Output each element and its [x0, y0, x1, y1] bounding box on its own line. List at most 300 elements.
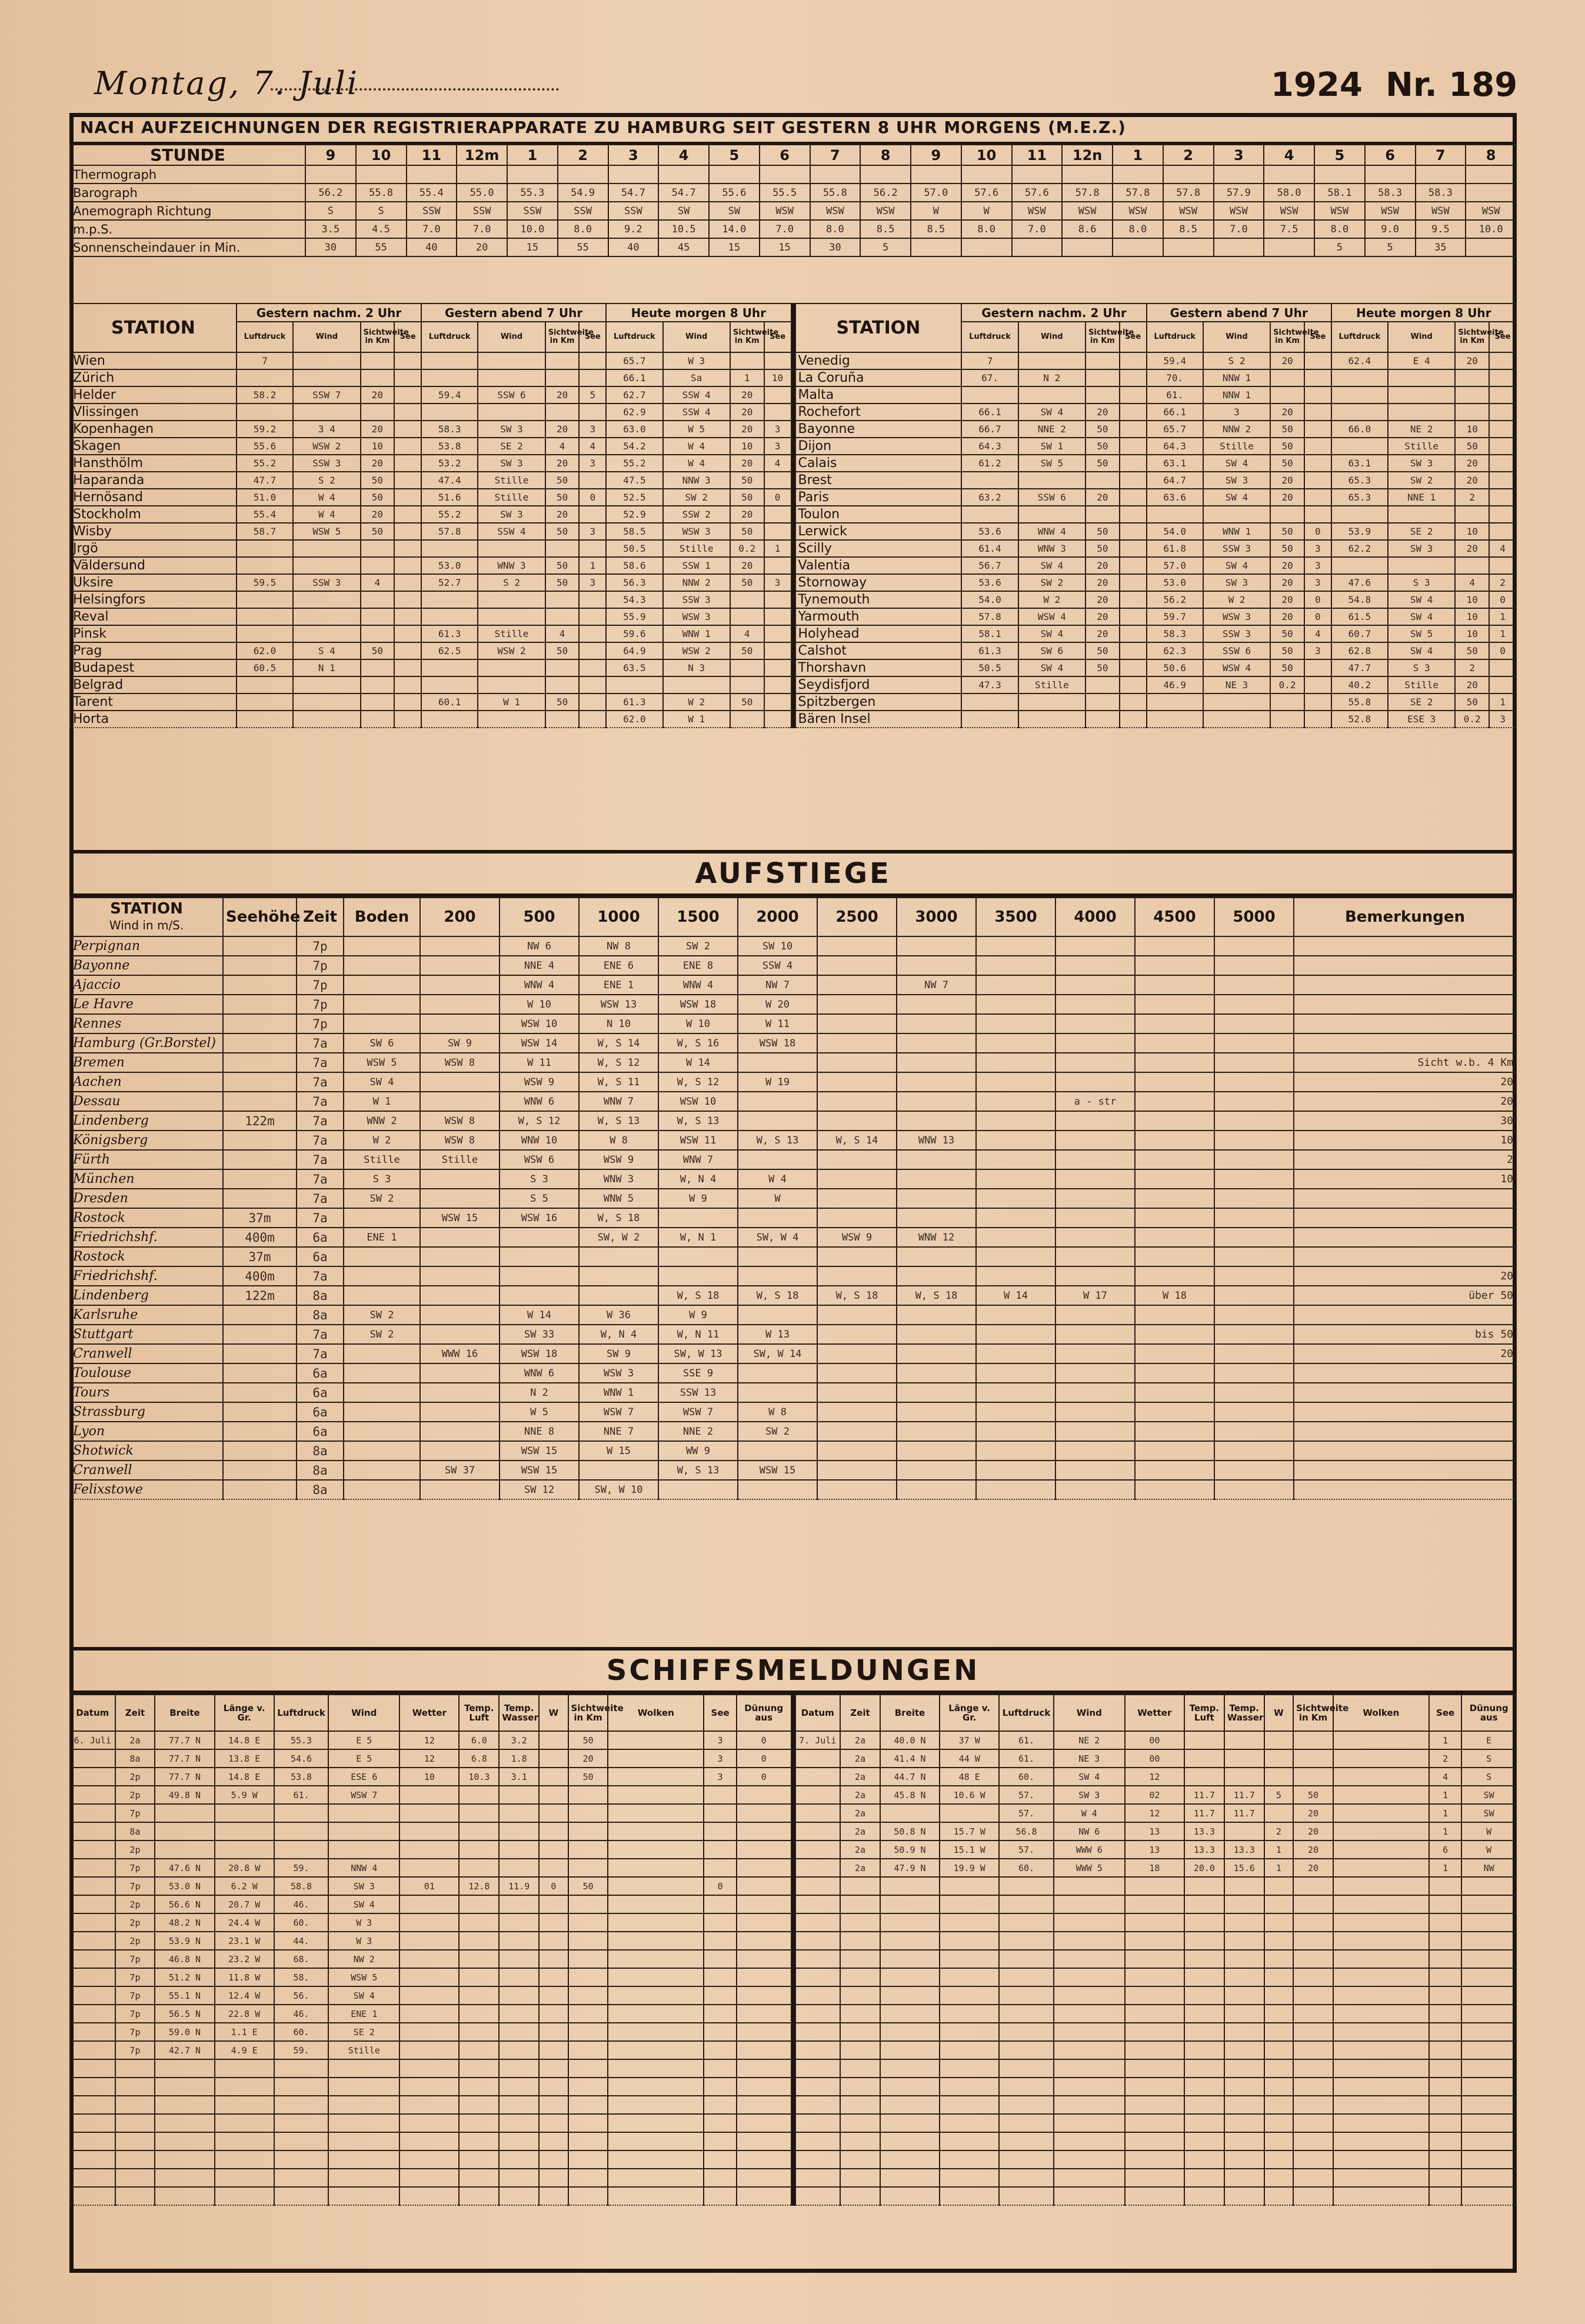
- aufstieg-wind: [344, 1402, 420, 1422]
- aufstieg-wind: [1214, 1266, 1294, 1286]
- station-value: 58.5: [606, 523, 662, 540]
- ship-empty-cell: [1293, 2005, 1333, 2023]
- ship-value: [499, 2041, 539, 2059]
- ship-value: [795, 1859, 841, 1877]
- ship-empty-cell: [274, 2132, 329, 2150]
- station-value: 59.4: [421, 386, 478, 404]
- aufstieg-wind: [1055, 1014, 1135, 1033]
- altitude-header: 200: [420, 898, 500, 936]
- ship-col-header: Datum: [795, 1695, 841, 1731]
- ship-empty-cell: [1184, 1913, 1224, 1932]
- ship-value: [399, 1986, 459, 2005]
- ship-value: 1: [1429, 1859, 1462, 1877]
- station-value: Stille: [1018, 676, 1085, 693]
- station-value: 64.9: [606, 642, 662, 659]
- ship-empty-cell: [539, 2132, 568, 2150]
- aufstieg-wind: WSW 16: [500, 1208, 579, 1228]
- ship-empty-cell: [840, 2041, 880, 2059]
- station-value: [730, 711, 764, 728]
- station-value: [579, 506, 606, 523]
- ship-value: 2: [1264, 1822, 1293, 1840]
- ship-value: 7p: [115, 1804, 155, 1822]
- aufstieg-wind: [344, 1014, 420, 1033]
- ship-empty-cell: [704, 2187, 737, 2205]
- aufstieg-wind: W 5: [500, 1402, 579, 1422]
- station-value: [361, 625, 395, 642]
- station-value: 20: [1270, 472, 1304, 489]
- ship-value: 3.1: [499, 1768, 539, 1786]
- subcol-header: Sichtweite in Km: [1085, 322, 1120, 352]
- ship-value: [608, 1913, 704, 1932]
- station-value: [1120, 676, 1147, 693]
- station-value: [730, 608, 764, 625]
- ship-empty-cell: [1333, 2169, 1429, 2187]
- station-value: [1085, 676, 1120, 693]
- ship-empty-cell: [1293, 2187, 1333, 2205]
- aufstieg-wind: WSW 10: [658, 1092, 738, 1111]
- aufstieg-wind: [976, 1461, 1055, 1480]
- altitude-header: Seehöhe: [223, 898, 297, 936]
- recorder-value: [1113, 165, 1163, 184]
- station-value: 0: [579, 489, 606, 506]
- ship-empty-cell: [1054, 2005, 1125, 2023]
- station-value: 50: [1455, 438, 1489, 455]
- hour-header: 2: [1163, 145, 1214, 165]
- aufstieg-wind: [738, 1480, 817, 1499]
- aufstieg-wind: [500, 1286, 579, 1305]
- station-value: [1018, 386, 1085, 404]
- recorder-value: S: [356, 202, 407, 220]
- aufstieg-wind: [1055, 1325, 1135, 1344]
- ship-empty-cell: [999, 2150, 1054, 2169]
- recorder-value: 57.8: [1062, 184, 1113, 202]
- ship-value: [70, 1859, 115, 1877]
- aufstieg-station: Tours: [70, 1383, 223, 1402]
- aufstieg-wind: [976, 1247, 1055, 1266]
- station-value: 62.8: [1331, 642, 1388, 659]
- station-value: 59.5: [237, 574, 293, 591]
- station-value: [1304, 438, 1331, 455]
- ship-value: 19.9 W: [940, 1859, 999, 1877]
- ship-empty-cell: [608, 2132, 704, 2150]
- ship-value: [568, 2023, 608, 2041]
- recorder-value: 55.3: [507, 184, 558, 202]
- ship-value: [328, 1822, 399, 1840]
- aufstieg-wind: [658, 1266, 738, 1286]
- station-value: 50: [361, 523, 395, 540]
- aufstieg-wind: [1135, 1150, 1214, 1169]
- station-value: 0.2: [1455, 711, 1489, 728]
- aufstieg-wind: [1055, 1402, 1135, 1422]
- ship-value: 12: [1125, 1804, 1184, 1822]
- ship-col-header: Luftdruck: [999, 1695, 1054, 1731]
- ship-empty-cell: [940, 2023, 999, 2041]
- station-name: Helder: [70, 386, 237, 404]
- station-value: [237, 369, 293, 386]
- station-name: Malta: [795, 386, 962, 404]
- ship-col-header: Länge v. Gr.: [940, 1695, 999, 1731]
- station-value: 4: [1304, 625, 1331, 642]
- aufstieg-station: Lindenberg: [70, 1111, 223, 1131]
- ship-value: 14.8 E: [215, 1731, 274, 1749]
- ship-col-header: Wind: [328, 1695, 399, 1731]
- station-value: 50: [1270, 523, 1304, 540]
- station-value: 50: [1085, 455, 1120, 472]
- station-value: [421, 540, 478, 557]
- station-name: Bayonne: [795, 421, 962, 438]
- recorder-value: 57.0: [911, 184, 961, 202]
- recorder-value: [1113, 238, 1163, 256]
- recorder-value: [810, 165, 861, 184]
- aufstieg-time: 6a: [297, 1363, 344, 1383]
- ship-value: 20: [1293, 1804, 1333, 1822]
- station-value: 50: [1270, 659, 1304, 676]
- ship-empty-cell: [940, 2132, 999, 2150]
- station-value: 62.0: [237, 642, 293, 659]
- station-value: S 3: [1388, 574, 1455, 591]
- aufstieg-wind: [817, 1150, 897, 1169]
- ship-empty-cell: [1333, 2096, 1429, 2114]
- aufstieg-wind: W 10: [500, 995, 579, 1014]
- aufstieg-wind: [1055, 1189, 1135, 1208]
- aufstieg-wind: [420, 1072, 500, 1092]
- aufstieg-wind: WNW 4: [658, 975, 738, 995]
- recorder-value: WSW: [760, 202, 810, 220]
- station-value: 3: [579, 523, 606, 540]
- station-value: 50: [545, 523, 580, 540]
- ship-value: [499, 1968, 539, 1986]
- subcol-header: Luftdruck: [606, 322, 662, 352]
- recorder-value: 58.3: [1365, 184, 1416, 202]
- station-name: Tynemouth: [795, 591, 962, 608]
- recorder-value: 8.5: [911, 220, 961, 238]
- aufstieg-wind: W 15: [579, 1441, 658, 1461]
- station-value: 20: [730, 386, 764, 404]
- aufstieg-station: Karlsruhe: [70, 1305, 223, 1325]
- ship-empty-cell: [1293, 1895, 1333, 1913]
- aufstieg-wind: SSW 13: [658, 1383, 738, 1402]
- ship-empty-cell: [1054, 1932, 1125, 1950]
- aufstieg-wind: W 11: [500, 1053, 579, 1072]
- altitude-header: 2000: [738, 898, 817, 936]
- ship-value: 7p: [115, 1859, 155, 1877]
- station-value: S 2: [1203, 352, 1270, 369]
- ship-value: [155, 1840, 214, 1859]
- ship-empty-cell: [1293, 1913, 1333, 1932]
- station-value: 50: [730, 472, 764, 489]
- ship-empty-cell: [1293, 2150, 1333, 2169]
- ship-value: [499, 1804, 539, 1822]
- ship-value: 46.: [274, 2005, 329, 2023]
- station-value: [361, 676, 395, 693]
- station-value: [394, 608, 421, 625]
- station-value: WNW 1: [1203, 523, 1270, 540]
- station-value: [1304, 693, 1331, 711]
- station-value: 63.1: [1331, 455, 1388, 472]
- ship-value: [70, 1749, 115, 1768]
- ship-value: 7p: [115, 1877, 155, 1895]
- recorder-value: [961, 165, 1012, 184]
- station-value: WSW 4: [1018, 608, 1085, 625]
- aufstieg-wind: WNW 5: [579, 1189, 658, 1208]
- ship-empty-cell: [999, 2078, 1054, 2096]
- station-value: 10: [730, 438, 764, 455]
- station-value: 61.3: [421, 625, 478, 642]
- station-value: 52.5: [606, 489, 662, 506]
- station-value: Stille: [478, 625, 545, 642]
- ship-empty-cell: [1333, 1932, 1429, 1950]
- ship-empty-cell: [274, 2187, 329, 2205]
- station-value: [1489, 676, 1516, 693]
- ship-value: 5.9 W: [215, 1786, 274, 1804]
- ship-empty-cell: [880, 2059, 940, 2078]
- ship-value: [70, 1895, 115, 1913]
- ship-value: [399, 2005, 459, 2023]
- station-value: [394, 352, 421, 369]
- recorder-value: 7.0: [760, 220, 810, 238]
- aufstieg-wind: [1055, 1266, 1135, 1286]
- altitude-header: Bemerkungen: [1294, 898, 1516, 936]
- aufstieg-wind: [817, 1092, 897, 1111]
- station-value: [606, 676, 662, 693]
- aufstieg-wind: [1135, 1480, 1214, 1499]
- ship-empty-cell: [1125, 2150, 1184, 2169]
- aufstieg-wind: [1055, 1305, 1135, 1325]
- ship-empty-cell: [1184, 1968, 1224, 1986]
- ship-value: 12: [1125, 1768, 1184, 1786]
- station-value: 20: [1270, 404, 1304, 421]
- aufstieg-wind: W 13: [738, 1325, 817, 1344]
- aufstieg-wind: [1135, 1363, 1214, 1383]
- aufstieg-wind: [420, 1286, 500, 1305]
- ship-value: 4: [1429, 1768, 1462, 1786]
- ship-empty-cell: [1333, 1895, 1429, 1913]
- station-value: 50.5: [961, 659, 1018, 676]
- station-value: 50: [730, 489, 764, 506]
- ship-value: [1264, 1804, 1293, 1822]
- station-value: [1455, 557, 1489, 574]
- ship-empty-cell: [499, 2096, 539, 2114]
- altitude-header: 1000: [579, 898, 658, 936]
- ship-value: [399, 1859, 459, 1877]
- aufstieg-wind: W 14: [658, 1053, 738, 1072]
- aufstieg-wind: W 9: [658, 1189, 738, 1208]
- station-value: 7: [237, 352, 293, 369]
- station-value: SSW 6: [478, 386, 545, 404]
- ship-value: 20: [1293, 1859, 1333, 1877]
- station-value: 20: [361, 421, 395, 438]
- station-value: [764, 711, 791, 728]
- station-value: [1304, 369, 1331, 386]
- ship-value: [568, 1804, 608, 1822]
- ship-empty-cell: [1224, 2041, 1264, 2059]
- station-value: [237, 540, 293, 557]
- aufstieg-wind: [976, 1363, 1055, 1383]
- ship-value: [704, 2005, 737, 2023]
- aufstieg-wind: [344, 1480, 420, 1499]
- aufstieg-remark: [1294, 936, 1516, 956]
- ship-empty-cell: [499, 2132, 539, 2150]
- station-value: WSW 3: [663, 608, 730, 625]
- aufstieg-remark: 10: [1294, 1131, 1516, 1150]
- station-header: [70, 898, 223, 936]
- recorder-value: [1163, 238, 1214, 256]
- ship-value: [539, 1895, 568, 1913]
- recorder-value: 8.5: [860, 220, 911, 238]
- aufstieg-wind: WSW 3: [579, 1363, 658, 1383]
- aufstieg-wind: [1214, 1033, 1294, 1053]
- ship-value: 12.4 W: [215, 1986, 274, 2005]
- ship-empty-cell: [70, 2132, 115, 2150]
- station-name: Zürich: [70, 369, 237, 386]
- ship-col-header: W: [1264, 1695, 1293, 1731]
- aufstieg-wind: WSW 15: [738, 1461, 817, 1480]
- station-value: 4: [1455, 574, 1489, 591]
- aufstieg-time: 7a: [297, 1053, 344, 1072]
- ship-value: 61.: [999, 1749, 1054, 1768]
- station-value: NNW 2: [1203, 421, 1270, 438]
- recorder-value: [1264, 165, 1314, 184]
- recorder-value: 7.0: [407, 220, 457, 238]
- ship-empty-cell: [737, 2169, 791, 2187]
- aufstieg-wind: W 10: [658, 1014, 738, 1033]
- aufstieg-wind: WSW 6: [500, 1150, 579, 1169]
- station-value: 7: [961, 352, 1018, 369]
- station-value: 65.7: [1147, 421, 1203, 438]
- ship-value: [1333, 1768, 1429, 1786]
- station-name: Horta: [70, 711, 237, 728]
- ship-col-header: W: [539, 1695, 568, 1731]
- recorder-value: SSW: [407, 202, 457, 220]
- station-value: SSW 2: [663, 506, 730, 523]
- ship-value: [704, 1913, 737, 1932]
- station-value: [394, 489, 421, 506]
- hour-header: 8: [860, 145, 911, 165]
- ship-value: [328, 1840, 399, 1859]
- recorder-value: WSW: [1466, 202, 1516, 220]
- station-value: [293, 540, 360, 557]
- aufstieg-remark: 2: [1294, 1150, 1516, 1169]
- ship-empty-cell: [1293, 1968, 1333, 1986]
- ship-empty-cell: [1184, 2096, 1224, 2114]
- aufstieg-wind: NW 7: [738, 975, 817, 995]
- station-value: [421, 676, 478, 693]
- aufstieg-wind: WNW 1: [579, 1383, 658, 1402]
- ship-empty-cell: [1293, 2078, 1333, 2096]
- aufstieg-wind: [738, 1305, 817, 1325]
- station-value: [1120, 557, 1147, 574]
- ship-value: 77.7 N: [155, 1768, 214, 1786]
- ship-empty-cell: [1125, 2114, 1184, 2132]
- aufstieg-time: 8a: [297, 1286, 344, 1305]
- station-value: [293, 676, 360, 693]
- ship-empty-cell: [880, 1877, 940, 1895]
- aufstieg-wind: W, S 13: [579, 1111, 658, 1131]
- station-value: 50: [1270, 540, 1304, 557]
- recorder-value: 57.6: [1012, 184, 1063, 202]
- ship-empty-cell: [399, 2169, 459, 2187]
- aufstieg-wind: NW 6: [500, 936, 579, 956]
- ship-value: [459, 1913, 499, 1932]
- aufstieg-wind: W, S 12: [579, 1053, 658, 1072]
- ship-empty-cell: [1293, 2132, 1333, 2150]
- ship-empty-cell: [1461, 2005, 1516, 2023]
- aufstieg-wind: WNW 7: [658, 1150, 738, 1169]
- aufstieg-height: [223, 1363, 297, 1383]
- station-value: 4: [545, 625, 580, 642]
- ship-empty-cell: [1224, 2150, 1264, 2169]
- ship-empty-cell: [1264, 1913, 1293, 1932]
- station-value: [1331, 506, 1388, 523]
- station-value: [764, 693, 791, 711]
- ship-value: NW 2: [328, 1950, 399, 1968]
- aufstieg-wind: SW 2: [344, 1305, 420, 1325]
- station-value: NNW 1: [1203, 369, 1270, 386]
- ship-empty-cell: [1333, 2078, 1429, 2096]
- ship-value: [70, 1950, 115, 1968]
- station-value: 20: [730, 421, 764, 438]
- aufstieg-wind: SW 2: [658, 936, 738, 956]
- aufstieg-wind: a - str: [1055, 1092, 1135, 1111]
- station-value: 55.9: [606, 608, 662, 625]
- aufstieg-wind: WNW 12: [897, 1228, 976, 1247]
- station-value: 57.0: [1147, 557, 1203, 574]
- aufstieg-height: [223, 995, 297, 1014]
- ship-value: 18: [1125, 1859, 1184, 1877]
- ship-value: 20: [1293, 1840, 1333, 1859]
- station-value: SSW 3: [293, 574, 360, 591]
- aufstieg-wind: [976, 1344, 1055, 1363]
- ship-value: [795, 1749, 841, 1768]
- station-value: [1455, 386, 1489, 404]
- station-value: 3: [764, 421, 791, 438]
- ship-empty-cell: [1184, 2005, 1224, 2023]
- ship-empty-cell: [1224, 2187, 1264, 2205]
- aufstieg-wind: ENE 8: [658, 956, 738, 975]
- ship-empty-cell: [1461, 2150, 1516, 2169]
- station-value: [1455, 369, 1489, 386]
- aufstieg-wind: [738, 1150, 817, 1169]
- ship-empty-cell: [155, 2132, 214, 2150]
- aufstieg-wind: [897, 1363, 976, 1383]
- station-value: 3: [579, 421, 606, 438]
- aufstieg-wind: [579, 1247, 658, 1266]
- aufstieg-wind: [1214, 975, 1294, 995]
- aufstieg-wind: [897, 1072, 976, 1092]
- station-value: 55.2: [606, 455, 662, 472]
- recorder-value: 58.0: [1264, 184, 1314, 202]
- altitude-header: 4000: [1055, 898, 1135, 936]
- aufstieg-wind: [420, 1422, 500, 1441]
- hour-header: 5: [709, 145, 760, 165]
- ship-value: 56.8: [999, 1822, 1054, 1840]
- ship-empty-cell: [459, 2114, 499, 2132]
- station-value: SW 4: [1018, 557, 1085, 574]
- altitude-header: 1500: [658, 898, 738, 936]
- ship-empty-cell: [115, 2187, 155, 2205]
- station-value: E 4: [1388, 352, 1455, 369]
- station-value: 70.: [1147, 369, 1203, 386]
- ship-empty-cell: [1264, 2114, 1293, 2132]
- aufstieg-wind: WNW 2: [344, 1111, 420, 1131]
- station-value: [579, 472, 606, 489]
- station-value: 47.7: [1331, 659, 1388, 676]
- ship-empty-cell: [155, 2150, 214, 2169]
- aufstieg-wind: [897, 956, 976, 975]
- ship-empty-cell: [1054, 2169, 1125, 2187]
- aufstieg-wind: [344, 1461, 420, 1480]
- hour-header: 10: [356, 145, 407, 165]
